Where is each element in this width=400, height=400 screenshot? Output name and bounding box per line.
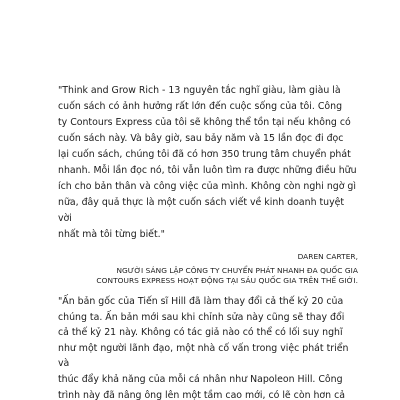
testimonial-second <box>58 294 358 400</box>
quote-line: cuốn sách này. Và bây giờ, sau bảy năm và 15 lần đọc đi đọc <box>58 133 344 144</box>
quote-line: ích cho bản thân và công việc của mình. Không còn nghi ngờ gì <box>58 181 356 192</box>
testimonial-attribution <box>58 252 358 287</box>
quote-line: "Ấn bản gốc của Tiến sĩ Hill đã làm thay đổi cả thế kỷ 20 của <box>58 296 344 307</box>
quote-line: ty Contours Express của tôi sẽ không thể tồn tại nếu không có <box>58 117 351 128</box>
quote-line: nhất mà tôi từng biết." <box>58 229 165 240</box>
attribution-title-line: NGƯỜI SÁNG LẬP CÔNG TY CHUYỂN PHÁT NHANH ĐA QUỐC GIA <box>116 265 358 275</box>
quote-line: "Think and Grow Rich - 13 nguyên tắc nghĩ giàu, làm giàu là <box>58 85 341 96</box>
testimonial-quote <box>58 83 358 243</box>
quote-line: nữa, đây quả thực là một cuốn sách viết về kinh doanh tuyệt vời <box>58 197 345 224</box>
attribution-name: DAREN CARTER, <box>297 252 358 261</box>
quote-line: cả thế kỷ 21 này. Không có tác giả nào có thể có lối suy nghĩ <box>58 327 343 339</box>
quote-line: thúc đẩy khả năng của mỗi cá nhân như Napoleon Hill. Công <box>58 373 343 385</box>
quote-line: nhanh. Mỗi lần đọc nó, tôi vẫn luôn tìm ra được những điều hữu <box>58 165 357 176</box>
quote-line: lại cuốn sách, chúng tôi đã có hơn 350 trung tâm chuyển phát <box>58 149 351 160</box>
quote-line: chúng ta. Ấn bản mới sau khi chỉnh sửa này cũng sẽ thay đổi <box>58 311 345 323</box>
quote-line: cuốn sách có ảnh hưởng rất lớn đến cuộc sống của tôi. Công <box>58 101 343 112</box>
quote-line: trình này đã nâng ông lên một tầm cao mới, có lẽ còn hơn cả <box>58 389 345 400</box>
attribution-title-line: CONTOURS EXPRESS HOẠT ĐỘNG TẠI SÁU QUỐC GIA TRÊN THẾ GIỚI. <box>96 276 358 285</box>
testimonial-quote <box>58 294 358 400</box>
quote-line: như một người lãnh đạo, một nhà cố vấn trong việc phát triển và <box>58 342 349 370</box>
testimonial-daren-carter <box>58 83 358 287</box>
